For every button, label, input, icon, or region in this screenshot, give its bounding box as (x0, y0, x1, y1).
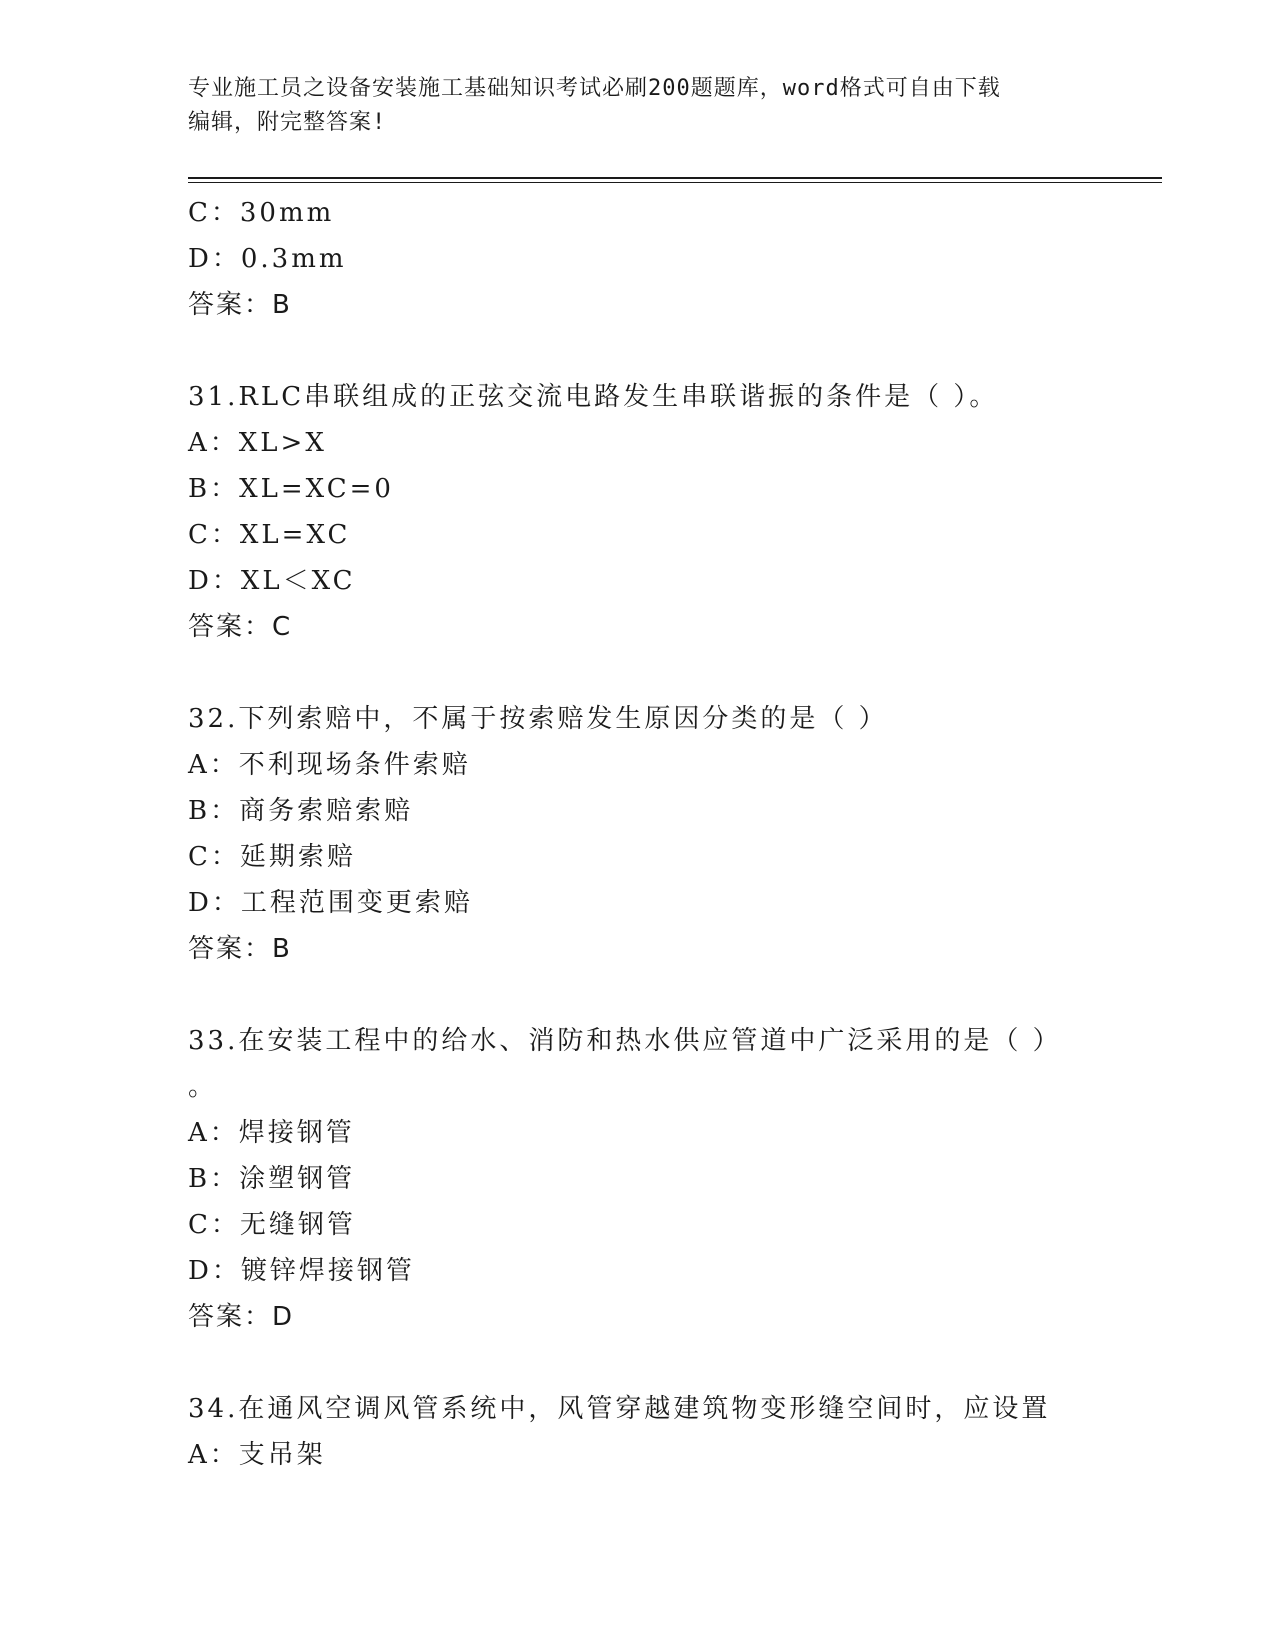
option-a: A：XL>X (188, 428, 327, 458)
option-d: D：XL＜XC (188, 566, 356, 596)
header-rule-thin (188, 182, 1162, 183)
option-a: A：焊接钢管 (188, 1118, 355, 1148)
answer-line: 答案：B (188, 934, 292, 964)
answer-line: 答案：B (188, 290, 292, 320)
option-c: C：无缝钢管 (188, 1210, 356, 1240)
option-a: A：支吊架 (188, 1440, 326, 1470)
option-b: B：XL=XC=0 (188, 474, 394, 504)
question-32 (188, 696, 1088, 972)
option-c: C：延期索赔 (188, 842, 356, 872)
option-c: C：30mm (188, 198, 335, 228)
question-31 (188, 374, 1088, 650)
answer-line: 答案：D (188, 1302, 295, 1332)
question-stem: 34.在通风空调风管系统中，风管穿越建筑物变形缝空间时，应设置 (188, 1394, 1051, 1424)
option-d: D：镀锌焊接钢管 (188, 1256, 415, 1286)
question-stem: 32.下列索赔中，不属于按索赔发生原因分类的是（ ） (188, 704, 888, 734)
header-line-1: 专业施工员之设备安装施工基础知识考试必刷200题题库，word格式可自由下载 (188, 76, 1001, 101)
option-b: B：涂塑钢管 (188, 1164, 356, 1194)
header-line-2: 编辑，附完整答案! (188, 110, 387, 135)
option-d: D：工程范围变更索赔 (188, 888, 473, 918)
answer-line: 答案：C (188, 612, 293, 642)
header-rule-thick (188, 177, 1162, 179)
question-fragment (188, 190, 1088, 328)
question-stem: 33.在安装工程中的给水、消防和热水供应管道中广泛采用的是（ ） (188, 1026, 1062, 1056)
question-33 (188, 1018, 1088, 1340)
question-stem-continuation: 。 (188, 1072, 218, 1102)
option-a: A：不利现场条件索赔 (188, 750, 471, 780)
document-body (188, 190, 1088, 1478)
option-d: D：0.3mm (188, 244, 347, 274)
question-stem: 31.RLC串联组成的正弦交流电路发生串联谐振的条件是（ ）。 (188, 382, 999, 412)
document-header (188, 72, 1088, 140)
option-c: C：XL=XC (188, 520, 351, 550)
option-b: B：商务索赔索赔 (188, 796, 414, 826)
question-34 (188, 1386, 1088, 1478)
